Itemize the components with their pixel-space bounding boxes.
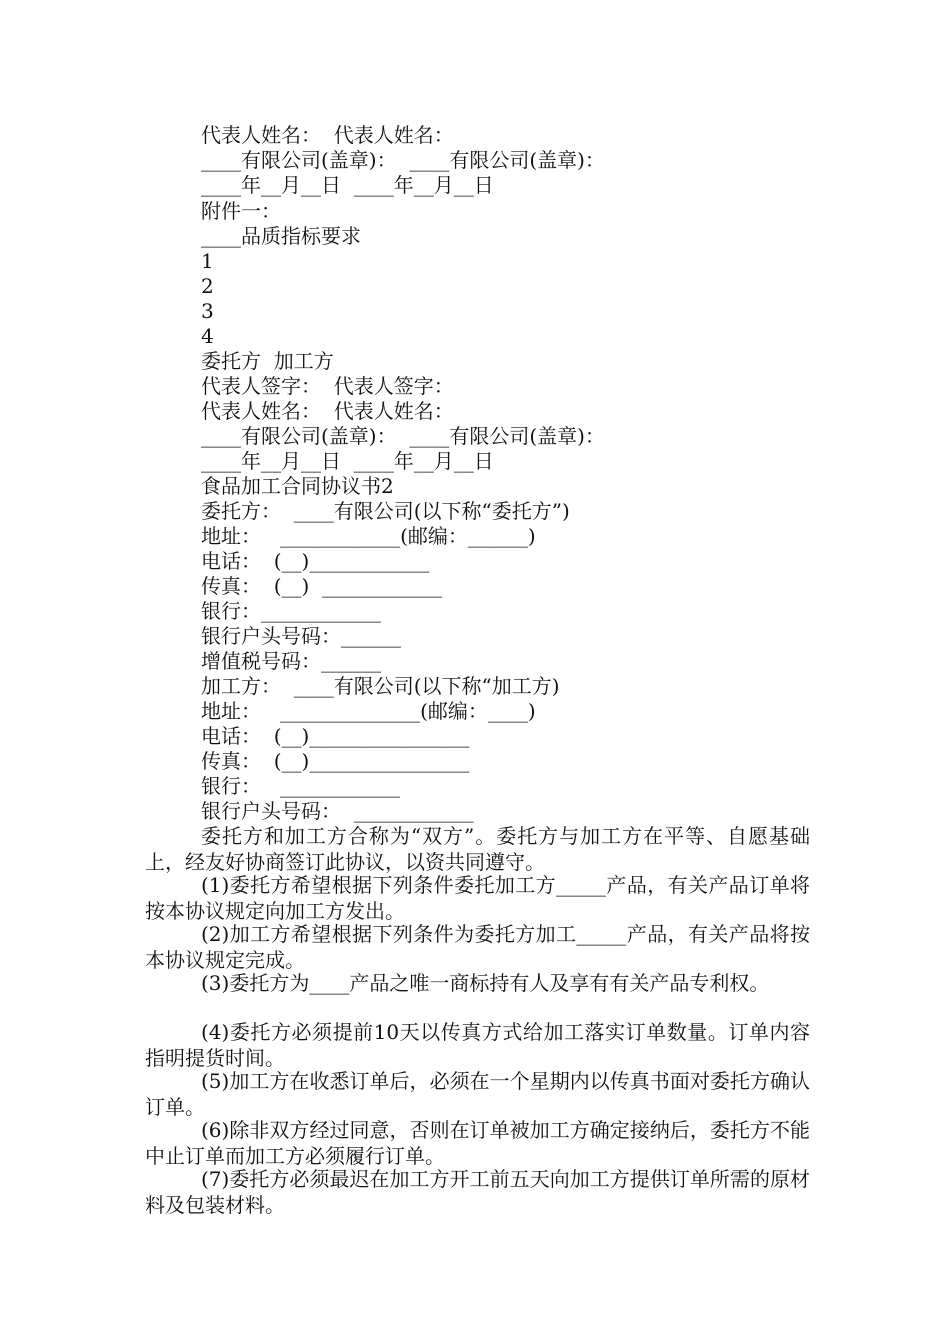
parties-line: 委托方 加工方	[201, 349, 334, 373]
processor-phone: 电话： (__)________________	[201, 724, 470, 748]
clause-paragraph: (4)委托方必须提前10天以传真方式给加工落实订单数量。订单内容指明提货时间。	[145, 1020, 810, 1070]
clause-paragraph: 委托方和加工方合称为“双方”。委托方与加工方在平等、自愿基础上，经友好协商签订此协议，以资共同遵守。	[145, 824, 810, 874]
date-line: ____年__月__日 ____年__月__日	[201, 173, 494, 197]
processor-address: 地址： ______________(邮编：____)	[201, 699, 536, 723]
principal-account: 银行户头号码：______	[201, 624, 401, 648]
attachment-title: 附件一：	[201, 199, 281, 223]
processor-name: 加工方： ____有限公司(以下称“加工方)	[201, 674, 560, 698]
principal-fax: 传真： (__) ____________	[201, 574, 443, 598]
rep-names-line: 代表人姓名： 代表人姓名：	[201, 399, 454, 423]
clause-paragraph: (1)委托方希望根据下列条件委托加工方_____产品，有关产品订单将按本协议规定向加工方发出。	[145, 873, 810, 923]
clause-paragraph: (7)委托方必须最迟在加工方开工前五天向加工方提供订单所需的原材料及包装材料。	[145, 1167, 810, 1217]
principal-phone: 电话： (__)____________	[201, 549, 430, 573]
processor-bank: 银行： ____________	[201, 774, 401, 798]
clause-paragraph: (3)委托方为____产品之唯一商标持有人及享有有关产品专利权。	[201, 971, 770, 995]
date-line: ____年__月__日 ____年__月__日	[201, 449, 494, 473]
company-seal-line: ____有限公司(盖章)： ____有限公司(盖章)：	[201, 148, 605, 172]
processor-account: 银行户头号码： ____________	[201, 799, 474, 823]
attachment-subtitle: ____品质指标要求	[201, 224, 361, 248]
attachment-item: 2	[201, 274, 214, 298]
principal-address: 地址： ____________(邮编：______)	[201, 524, 536, 548]
clause-paragraph: (5)加工方在收悉订单后，必须在一个星期内以传真书面对委托方确认订单。	[145, 1069, 810, 1119]
principal-vat: 增值税号码：______	[201, 649, 381, 673]
clause-paragraph: (2)加工方希望根据下列条件为委托方加工_____产品，有关产品将按本协议规定完成。	[145, 922, 810, 972]
company-seal-line: ____有限公司(盖章)： ____有限公司(盖章)：	[201, 424, 605, 448]
processor-fax: 传真： (__)________________	[201, 749, 470, 773]
attachment-item: 4	[201, 324, 214, 348]
contract-title: 食品加工合同协议书2	[201, 474, 394, 498]
principal-bank: 银行：____________	[201, 599, 381, 623]
clause-paragraph: (6)除非双方经过同意，否则在订单被加工方确定接纳后，委托方不能中止订单而加工方必须履行订单。	[145, 1118, 810, 1168]
rep-names-line: 代表人姓名： 代表人姓名：	[201, 123, 454, 147]
attachment-item: 1	[201, 249, 214, 273]
principal-name: 委托方： ____有限公司(以下称“委托方”)	[201, 499, 570, 523]
attachment-item: 3	[201, 299, 214, 323]
rep-signature-line: 代表人签字： 代表人签字：	[201, 374, 454, 398]
